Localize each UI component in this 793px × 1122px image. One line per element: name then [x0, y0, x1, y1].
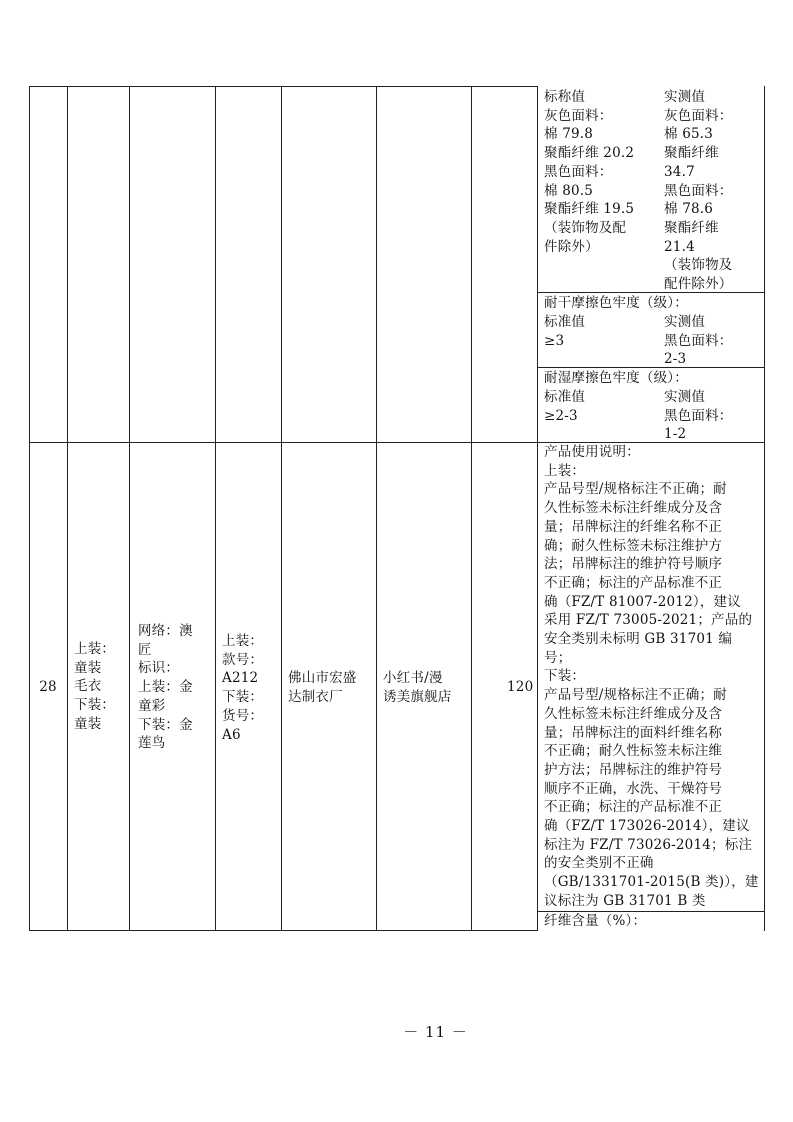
defect-description: 产品使用说明： 上装： 产品号型/规格标注不正确；耐 久性标签未标注纤维成分及含 量；吊牌标注的纤维名称不正 确；耐久性标签未标注维护方 法；吊牌标注的维护符号顺序 不正确；标注的产品标准不正 确（FZ/T 81007-2012），建议 采用 FZ/T 73005-2021；产品的 安全类别未标明 GB 31701 编 号； 下装： 产品号型/规格标注不正确；耐 久性标签未标注纤维成分及含 量；吊牌标注的面料纤维名称 不正确；耐久性标签未标注维 护方法；吊牌标注的维护符号 顺序不正确，水洗、干燥符号 不正确；标注的产品标准不正 确（FZ/T 173026-2014），建议 标注为 FZ/T 73026-2014；标注 的安全类别不正确 （GB/1331701-2015(B 类)），建 议标注为 GB 31701 B 类	[544, 444, 759, 909]
price: 120	[507, 679, 534, 695]
wet-rub-standard: 标准值 ≥2-3	[544, 389, 586, 424]
model-spec: 上装： 款号： A212 下装： 货号： A6	[222, 633, 264, 743]
row-number: 28	[39, 679, 57, 695]
manufacturer: 佛山市宏盛 达制衣厂	[288, 670, 357, 705]
col-border	[281, 86, 282, 931]
table-top-border	[29, 86, 537, 87]
col-border	[29, 86, 30, 931]
col-border	[764, 86, 765, 931]
table-bottom-border	[29, 930, 537, 931]
standard-value-fiber: 标称值 灰色面料： 棉 79.8 聚酯纤维 20.2 黑色面料： 棉 80.5 聚酯纤维 19.5 （装饰物及配 件除外）	[544, 89, 635, 255]
col-border	[376, 86, 377, 931]
measured-value-fiber: 实测值 灰色面料： 棉 65.3 聚酯纤维 34.7 黑色面料： 棉 78.6 聚酯纤维 21.4 （装饰物及 配件除外）	[664, 89, 733, 293]
col-border	[129, 86, 130, 931]
dry-rub-measured: 实测值 黑色面料： 2-3	[664, 314, 733, 368]
wet-rub-title: 耐湿摩擦色牢度（级）：	[544, 370, 688, 386]
col-border	[471, 86, 472, 931]
product-name: 上装： 童装 毛衣 下装： 童装	[74, 641, 116, 732]
col-border	[537, 86, 538, 931]
seller: 小红书/漫 诱美旗舰店	[383, 670, 452, 705]
dry-rub-title: 耐干摩擦色牢度（级）：	[544, 295, 688, 311]
brand: 网络：澳 匠 标识： 上装：金 童彩 下装：金 莲鸟	[138, 623, 193, 752]
col-border	[215, 86, 216, 931]
wet-rub-measured: 实测值 黑色面料： 1-2	[664, 389, 733, 443]
page-number: － 11 －	[403, 1023, 468, 1041]
col-border	[67, 86, 68, 931]
dry-rub-standard: 标准值 ≥3	[544, 314, 586, 349]
fiber-content-label: 纤维含量（%）：	[544, 913, 647, 929]
